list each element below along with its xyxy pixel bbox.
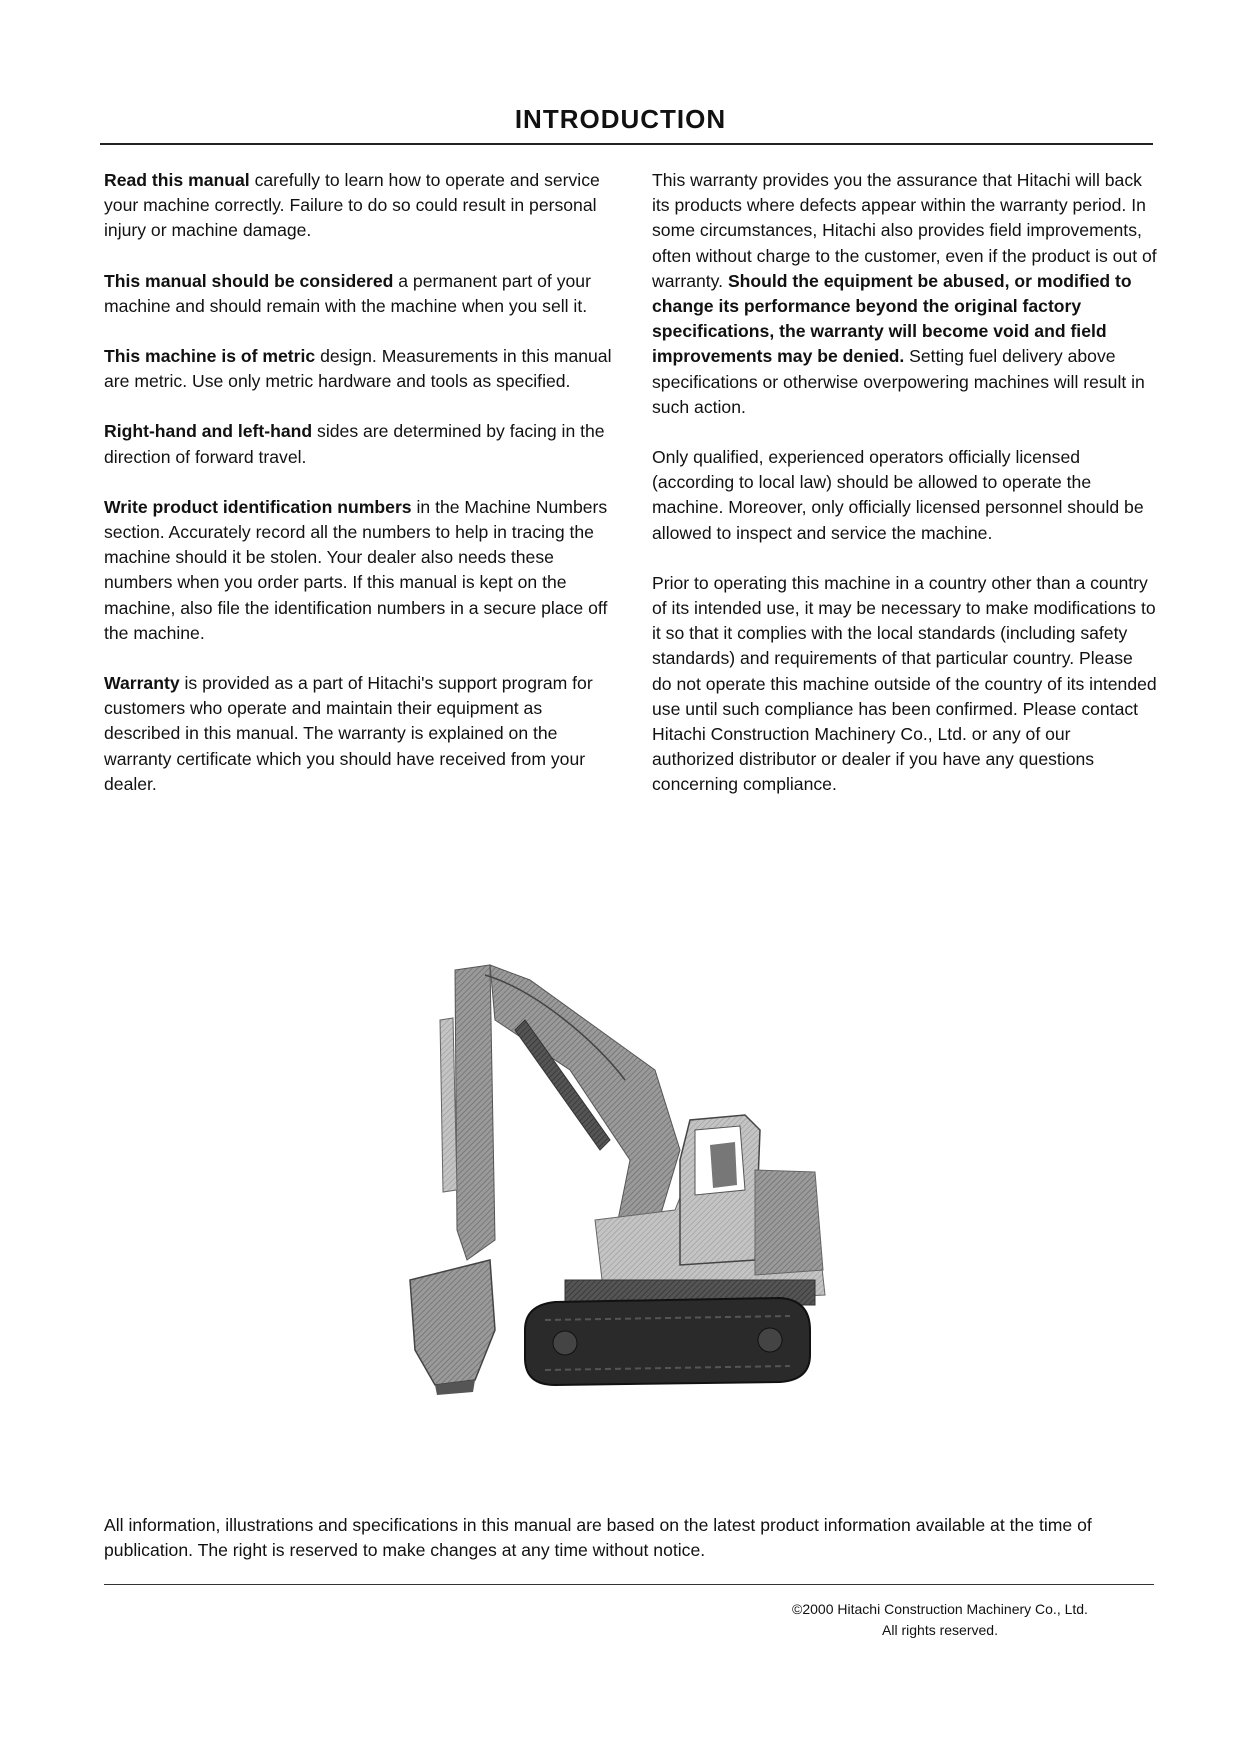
operators-paragraph: Only qualified, experienced operators officially licensed (according to local law) should be allowed to operate the machine. Moreover, only officially licensed personnel should be allowed to inspect and service the machine. [652,447,1144,543]
paragraph-lead: Right-hand and left-hand [104,421,313,442]
page-title: INTRODUCTION [514,104,727,134]
paragraph-lead: This manual should be considered [104,270,394,291]
paragraph-text: a permanent part of your machine and should remain with the machine when you sell it. [104,270,591,316]
paragraph-lead: Warranty [104,673,180,694]
paragraph-text: carefully to learn how to operate and service your machine correctly. Failure to do so could result in personal injury or machine damage. [104,170,600,241]
copyright-line: ©2000 Hitachi Construction Machinery Co., Ltd. [792,1601,1088,1617]
warranty-tail: Setting fuel delivery above specifications or otherwise overpowering machines will result in such action. [652,346,1145,417]
warranty-intro: This warranty provides you the assurance that Hitachi will back its products where defects appear within the warranty period. In some circumstances, Hitachi also provides field improvements, often without charge to the customer, even if the product is out of warranty. [652,170,1157,291]
paragraph-lead: This machine is of metric [104,346,316,367]
rights-line: All rights reserved. [882,1622,998,1638]
excavator-illustration [395,960,885,1450]
paragraph-text: sides are determined by facing in the direction of forward travel. [104,421,605,467]
intro-paragraph [104,344,618,394]
paragraph-lead: Read this manual [104,170,250,190]
paragraph-lead: Write product identification numbers [104,496,412,517]
publication-notice: All information, illustrations and specifications in this manual are based on the latest product information available at the time of publication. The right is reserved to make changes at any time without notice. [104,1515,1092,1560]
intro-paragraph [104,495,618,646]
left-column [104,168,618,822]
right-column [652,168,1157,823]
paragraph-text: is provided as a part of Hitachi's support program for customers who operate and maintain their equipment as described in this manual. The warranty is explained on the warranty certificate which you should have received from your dealer. [104,673,593,794]
compliance-paragraph: Prior to operating this machine in a country other than a country of its intended use, it may be necessary to make modifications to it so that it complies with the local standards (including safety standards) and requirements of that particular country. Please do not operate this machine outside of the country of its intended use until such compliance has been confirmed. Please contact Hitachi Construction Machinery Co., Ltd. or any of our authorized distributor or dealer if you have any questions concerning compliance. [652,572,1157,795]
intro-paragraph [104,419,618,469]
paragraph-text: design. Measurements in this manual are metric. Use only metric hardware and tools as specified. [104,346,612,392]
title-divider [100,143,1153,145]
warranty-void-warning: Should the equipment be abused, or modified to change its performance beyond the original factory specifications, the warranty will become void and field improvements may be denied. [652,270,1132,367]
paragraph-text: in the Machine Numbers section. Accurately record all the numbers to help in tracing the machine should it be stolen. Your dealer also needs these numbers when you order parts. If this manual is kept on the machine, also file the identification numbers in a secure place off the machine. [104,496,608,643]
warranty-paragraph [652,168,1157,420]
intro-paragraph [104,269,618,319]
intro-paragraph [104,671,618,797]
copyright-block [750,1599,1130,1641]
intro-paragraph [104,168,618,244]
footer-divider [104,1584,1154,1585]
